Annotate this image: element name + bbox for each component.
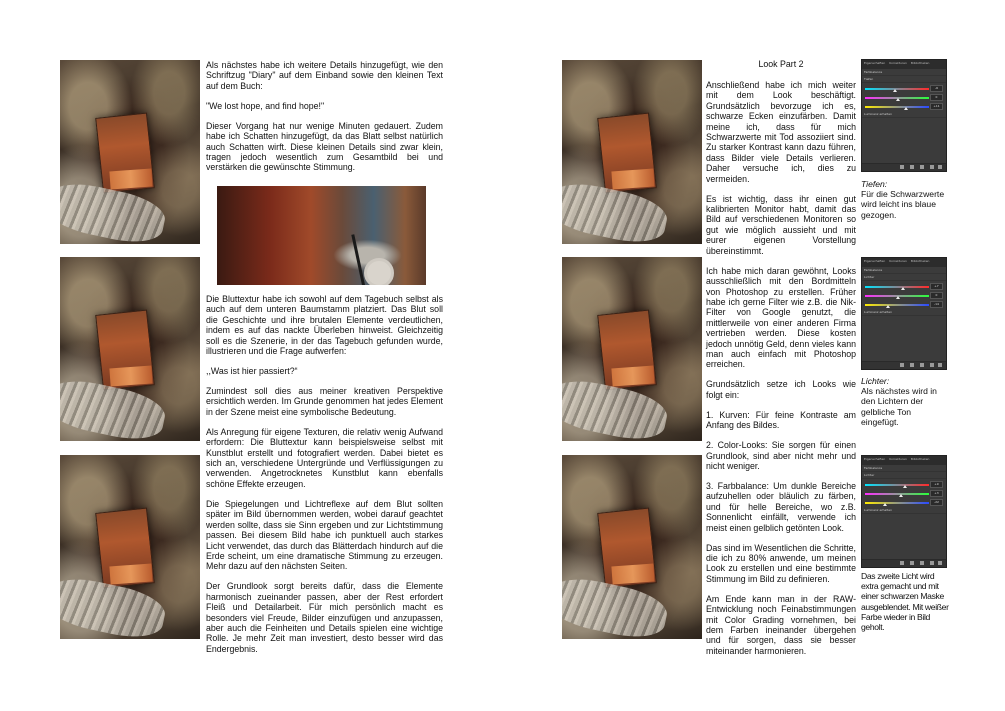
panel-tab[interactable]: Bibliotheken: [910, 259, 930, 263]
panel-footer: [862, 559, 946, 567]
paragraph: Grundsätzlich setze ich Looks wie folgt ein:: [706, 379, 856, 400]
paragraph: Das sind im Wesentlichen die Schritte, die ich zu 80% anwende, um meinen Look zu erstellen und eine bestimmte Stimmung im Bild zu definieren.: [706, 542, 856, 584]
paragraph: Am Ende kann man in der RAW-Entwicklung noch Feinabstimmungen mit Color Grading vornehmen, bei dem Farben ineinander übergehen und für sorgen, dass sie besser miteinander harmonieren.: [706, 593, 856, 656]
color-slider[interactable]: [865, 300, 943, 308]
caption-mask: [861, 571, 951, 632]
paragraph: Anschließend habe ich mich weiter mit dem Look beschäftigt. Grundsätzlich bevorzuge ich es, schwarze Ecken einzufärben. Damit meine ich, dass für mich Schwarzwerte mit Tod assoziiert sind. Zu starker Kontrast kann dazu führen, dass Bilder viele Details verlieren. Daher versuche ich, dies zu vermeiden.: [706, 80, 856, 184]
preserve-luminosity-checkbox[interactable]: Luminanz erhalten: [862, 309, 946, 316]
slider-value[interactable]: -22: [930, 499, 943, 506]
slider-track: [865, 484, 929, 486]
panel-footer-icon[interactable]: [920, 561, 924, 565]
panel-tabs: [862, 456, 946, 465]
slider-knob[interactable]: [883, 503, 887, 506]
paragraph: 1. Kurven: Für feine Kontraste am Anfang des Bildes.: [706, 409, 856, 431]
paragraph: Dieser Vorgang hat nur wenige Minuten gedauert. Zudem habe ich Schatten hinzugefügt, da das Blatt selbst natürlich auch Schatten wirft. Diese kleinen Details sind zwar klein, tragen jedoch wesentlich zum Gesamtbild bei und verstärken die gewünschte Stimmung.: [206, 120, 443, 173]
page-title: Look Part 2: [758, 59, 804, 69]
slider-knob[interactable]: [903, 485, 907, 488]
slider-value[interactable]: +11: [930, 103, 943, 110]
paragraph: Als nächstes habe ich weitere Details hinzugefügt, wie den Schriftzug "Diary" auf dem Einband sowie den kleinen Text auf dem Buch:: [206, 60, 443, 91]
paragraph: Als Anregung für eigene Texturen, die relativ wenig Aufwand erfordern: Die Bluttextur kann beispielsweise selbst mit Kunstblut erstellt und fotografiert werden. Dabei bietet es sich an, verschiedene Untergründe und Verflüssigungen zu verwenden. Angetrocknetes Kunstblut kann ebenfalls schöne Effekte erzeugen.: [206, 426, 443, 489]
panel-tabs: [862, 258, 946, 267]
panel-footer-icon[interactable]: [910, 165, 914, 169]
panel-tabs: [862, 60, 946, 69]
paragraph: 3. Farbbalance: Um dunkle Bereiche aufzuhellen oder bläulich zu färben, und für helle Bereiche, wo z.B. Sonnenlicht einfällt, verwende ich meist einen gelblich getönten Look.: [706, 480, 856, 533]
caption-heading: Lichter:: [861, 376, 890, 386]
caption-text: Für die Schwarzwerte wird leicht ins blaue gezogen.: [861, 189, 945, 220]
layer-name: Farbbalance: [862, 465, 946, 472]
slider-knob[interactable]: [886, 305, 890, 308]
scene-photo-4: [562, 60, 702, 244]
paragraph: Zumindest soll dies aus meiner kreativen Perspektive ersichtlich werden. Im Grunde genommen hat jedes Element in der Szene meist eine symbolische Bedeutung.: [206, 386, 443, 417]
slider-value[interactable]: +9: [930, 481, 943, 488]
panel-footer-icon[interactable]: [938, 561, 942, 565]
tree-log: [60, 177, 169, 244]
color-balance-panel: [861, 59, 947, 172]
panel-footer: [862, 163, 946, 171]
panel-footer-icon[interactable]: [920, 363, 924, 367]
color-slider[interactable]: [865, 84, 943, 92]
color-balance-panel: [861, 257, 947, 370]
caption-highlights: [861, 376, 947, 427]
slider-value[interactable]: +7: [930, 283, 943, 290]
paragraph: Es ist wichtig, dass ihr einen gut kalibrierten Monitor habt, damit das Bild auf verschiedenen Monitoren so gut wie möglich aussieht und mit eurer eigenen Vorstellung übereinstimmt.: [706, 193, 856, 256]
paragraph: 2. Color-Looks: Sie sorgen für einen Grundlook, sind aber nicht mehr und nicht weniger.: [706, 440, 856, 471]
scene-photo-6: [562, 455, 702, 639]
paragraph: Die Spiegelungen und Lichtreflexe auf dem Blut sollten später im Bild übernommen werden, wobei darauf geachtet werden sollte, dass sie Sinn ergeben und zur Lichtstimmung passen. Bei diesem Bild habe ich punktuell auch starkes Licht verwendet, das durch das Blätterdach hindurch auf die Erde scheint, um eine dramatische Stimmung zu erzeugen. Mehr dazu auf den nächsten Seiten.: [206, 498, 443, 572]
right-main-text: [706, 80, 856, 666]
preserve-luminosity-checkbox[interactable]: Luminanz erhalten: [862, 507, 946, 514]
caption-heading: Tiefen:: [861, 179, 888, 189]
slider-track: [865, 304, 929, 306]
slider-track: [865, 502, 929, 504]
layer-name: Farbbalance: [862, 267, 946, 274]
left-main-text: [206, 294, 443, 664]
slider-knob[interactable]: [896, 98, 900, 101]
scene-photo-3: [60, 455, 200, 639]
slider-knob[interactable]: [899, 494, 903, 497]
slider-knob[interactable]: [893, 89, 897, 92]
color-slider[interactable]: [865, 282, 943, 290]
scene-photo-5: [562, 257, 702, 441]
slider-knob[interactable]: [896, 296, 900, 299]
tone-select[interactable]: Tiefen: [862, 76, 946, 83]
left-intro-text: [206, 60, 443, 182]
color-slider[interactable]: [865, 93, 943, 101]
pen: [351, 234, 365, 285]
panel-tab[interactable]: Eigenschaften: [864, 61, 886, 65]
slider-knob[interactable]: [901, 287, 905, 290]
tone-select[interactable]: Lichter: [862, 472, 946, 479]
slider-value[interactable]: -14: [930, 301, 943, 308]
slider-track: [865, 106, 929, 108]
paragraph: "We lost hope, and find hope!": [206, 100, 325, 111]
color-slider[interactable]: [865, 102, 943, 110]
color-slider[interactable]: [865, 480, 943, 488]
tone-select[interactable]: Lichter: [862, 274, 946, 281]
scene-photo-1: [60, 60, 200, 244]
caption-text: Als nächstes wird in den Lichtern der gelbliche Ton eingefügt.: [861, 386, 937, 427]
panel-footer-icon[interactable]: [920, 165, 924, 169]
tree-log: [60, 572, 169, 639]
panel-tab[interactable]: Eigenschaften: [864, 259, 886, 263]
paragraph: Ich habe mich daran gewöhnt, Looks ausschließlich mit den Bordmitteln von Photoshop zu erstellen. Früher habe ich gerne Filter wie z.B. die Nik-Filter von Google genutzt, die mittlerweile von einer anderen Firma vertrieben werden. Diese kosten jedoch unnötig Geld, denn vieles kann man auch einfach mit Photoshop erreichen.: [706, 265, 856, 370]
panel-tab[interactable]: Korrekturen: [889, 61, 907, 65]
layer-name: Farbbalance: [862, 69, 946, 76]
blood-texture-photo: [217, 186, 426, 285]
slider-value[interactable]: -6: [930, 85, 943, 92]
slider-value[interactable]: 0: [930, 292, 943, 299]
color-slider[interactable]: [865, 489, 943, 497]
panel-footer-icon[interactable]: [930, 561, 934, 565]
panel-footer-icon[interactable]: [930, 165, 934, 169]
tree-log: [562, 177, 671, 244]
slider-value[interactable]: 0: [930, 94, 943, 101]
color-slider[interactable]: [865, 498, 943, 506]
panel-footer-icon[interactable]: [910, 561, 914, 565]
panel-footer: [862, 361, 946, 369]
preserve-luminosity-checkbox[interactable]: Luminanz erhalten: [862, 111, 946, 118]
panel-footer-icon[interactable]: [938, 165, 942, 169]
panel-footer-icon[interactable]: [938, 363, 942, 367]
tree-log: [562, 572, 671, 639]
panel-tab[interactable]: Eigenschaften: [864, 457, 886, 461]
panel-footer-icon[interactable]: [910, 363, 914, 367]
paragraph: ,,Was ist hier passiert?“: [206, 366, 298, 377]
panel-footer-icon[interactable]: [900, 561, 904, 565]
panel-footer-icon[interactable]: [900, 363, 904, 367]
scene-photo-2: [60, 257, 200, 441]
slider-track: [865, 493, 929, 495]
panel-footer-icon[interactable]: [930, 363, 934, 367]
paragraph: Der Grundlook sorgt bereits dafür, dass die Elemente harmonisch zueinander passen, aber der Rest erfordert Fleiß und Detailarbeit. Für mich persönlich macht es besonders viel Freude, Bilder einzufügen und anzupassen, aber auch die Feinheiten und Details spielen eine wichtige Rolle. Je mehr Zeit man investiert, desto besser wird das Endergebnis.: [206, 581, 443, 654]
panel-tab[interactable]: Korrekturen: [889, 259, 907, 263]
color-slider[interactable]: [865, 291, 943, 299]
slider-track: [865, 286, 929, 288]
color-balance-panel: [861, 455, 947, 568]
panel-tab[interactable]: Korrekturen: [889, 457, 907, 461]
tree-log: [60, 374, 169, 441]
slider-knob[interactable]: [904, 107, 908, 110]
slider-track: [865, 88, 929, 90]
slider-value[interactable]: +3: [930, 490, 943, 497]
paragraph: Die Bluttextur habe ich sowohl auf dem Tagebuch selbst als auch auf dem unteren Baumstamm platziert. Das Blut soll die Geschichte und ihre brutalen Elemente verdeutlichen, indem es auf das nackte Überleben hinweist. Gleichzeitig soll es die Szenerie, in der das Tagebuch gefunden wurde, illustrieren und die Frage aufwerfen:: [206, 294, 443, 357]
tree-log: [562, 374, 671, 441]
panel-footer-icon[interactable]: [900, 165, 904, 169]
panel-tab[interactable]: Bibliotheken: [910, 457, 930, 461]
panel-tab[interactable]: Bibliotheken: [910, 61, 930, 65]
caption-shadows: [861, 179, 945, 220]
caption-text: Das zweite Licht wird extra gemacht und mit einer schwarzen Maske ausgeblendet. Mit weißer Farbe wieder in Bild geholt.: [861, 571, 949, 633]
pocket-watch: [364, 258, 394, 285]
